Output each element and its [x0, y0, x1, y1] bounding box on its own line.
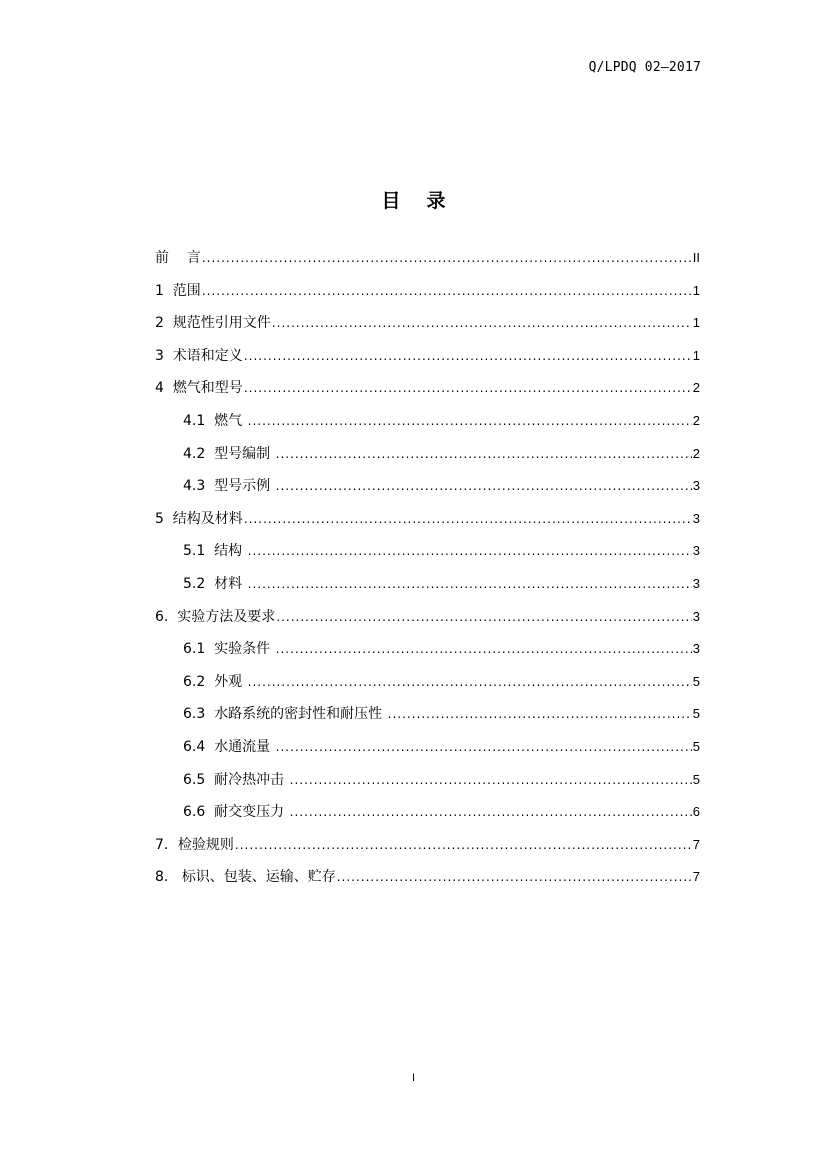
- toc-entry-label: 5 结构及材料: [155, 510, 243, 527]
- toc-entry[interactable]: [155, 280, 700, 313]
- toc-subentry[interactable]: [155, 475, 700, 508]
- page-number: I: [411, 1072, 416, 1084]
- toc-entry[interactable]: [155, 377, 700, 410]
- toc-entry-page: 2: [692, 445, 700, 461]
- toc-entry-label: 2 规范性引用文件: [155, 315, 271, 332]
- dot-leader: [276, 479, 692, 493]
- toc-subentry[interactable]: [155, 703, 700, 736]
- toc-entry-page: 5: [692, 738, 700, 754]
- toc-subentry[interactable]: [155, 410, 700, 443]
- toc-title: 目录: [381, 190, 472, 212]
- toc-entry-page: 3: [692, 641, 700, 657]
- dot-leader: [272, 316, 692, 330]
- dot-leader: [244, 512, 692, 526]
- toc-entry-label: 前 言: [155, 250, 201, 266]
- dot-leader: [244, 349, 692, 363]
- toc-entry-label: 6.1 实验条件: [183, 641, 275, 658]
- dot-leader: [290, 773, 692, 787]
- toc-entry-label: 7．检验规则: [155, 836, 234, 853]
- toc-entry[interactable]: [155, 508, 700, 541]
- toc-entry[interactable]: [155, 606, 700, 639]
- toc-entry-label: 5.1 结构: [183, 543, 247, 560]
- toc-entry[interactable]: [155, 312, 700, 345]
- toc-entry-page: 1: [692, 315, 700, 331]
- toc-entry-page: 3: [692, 608, 700, 624]
- dot-leader: [244, 381, 692, 395]
- toc-entry-label: 6.4 水通流量: [183, 738, 275, 755]
- dot-leader: [276, 740, 692, 754]
- toc-entry-page: 2: [692, 380, 700, 396]
- toc-entry-label: 4 燃气和型号: [155, 380, 243, 397]
- toc-entry-label: 4.1 燃气: [183, 412, 247, 429]
- toc-entry-page: 6: [692, 804, 700, 820]
- toc-entry-page: 5: [692, 771, 700, 787]
- dot-leader: [290, 805, 692, 819]
- toc-entry-label: 3 术语和定义: [155, 347, 243, 364]
- table-of-contents: [155, 247, 700, 899]
- toc-subentry[interactable]: [155, 573, 700, 606]
- toc-entry-page: 7: [692, 869, 700, 885]
- toc-entry-label: 4.2 型号编制: [183, 445, 275, 462]
- toc-entry-page: 2: [692, 412, 700, 428]
- toc-subentry[interactable]: [155, 638, 700, 671]
- toc-subentry[interactable]: [155, 801, 700, 834]
- dot-leader: [235, 838, 692, 852]
- toc-entry[interactable]: [155, 834, 700, 867]
- toc-entry-label: 6.5 耐冷热冲击: [183, 771, 289, 788]
- toc-subentry[interactable]: [155, 769, 700, 802]
- toc-entry-page: 3: [692, 543, 700, 559]
- toc-entry-label: 5.2 材料: [183, 575, 247, 592]
- dot-leader: [202, 284, 692, 298]
- toc-entry-page: 1: [692, 347, 700, 363]
- toc-entry[interactable]: [155, 345, 700, 378]
- dot-leader: [248, 544, 692, 558]
- toc-subentry[interactable]: [155, 540, 700, 573]
- dot-leader: [337, 870, 692, 884]
- toc-entry[interactable]: [155, 247, 700, 280]
- toc-entry-page: 7: [692, 836, 700, 852]
- toc-subentry[interactable]: [155, 671, 700, 704]
- dot-leader: [248, 414, 692, 428]
- toc-entry-page: II: [692, 250, 700, 265]
- dot-leader: [248, 577, 692, 591]
- dot-leader: [202, 251, 692, 265]
- toc-entry-page: 3: [692, 510, 700, 526]
- toc-entry-page: 3: [692, 478, 700, 494]
- toc-entry-page: 1: [692, 282, 700, 298]
- toc-entry[interactable]: [155, 866, 700, 899]
- toc-entry-label: 8. 标识、包装、运输、贮存: [155, 869, 336, 886]
- toc-entry-page: 5: [692, 706, 700, 722]
- toc-entry-page: 3: [692, 575, 700, 591]
- dot-leader: [276, 642, 692, 656]
- toc-entry-label: 4.3 型号示例: [183, 478, 275, 495]
- toc-entry-page: 5: [692, 673, 700, 689]
- document-code: Q/LPDQ 02—2017: [588, 60, 701, 75]
- toc-entry-label: 6.2 外观: [183, 673, 247, 690]
- dot-leader: [248, 675, 692, 689]
- dot-leader: [276, 447, 692, 461]
- toc-entry-label: 1 范围: [155, 282, 201, 299]
- toc-entry-label: 6. 实验方法及要求: [155, 608, 276, 625]
- toc-subentry[interactable]: [155, 443, 700, 476]
- toc-entry-label: 6.3 水路系统的密封性和耐压性: [183, 706, 387, 723]
- dot-leader: [388, 707, 692, 721]
- toc-entry-label: 6.6 耐交变压力: [183, 804, 289, 821]
- toc-subentry[interactable]: [155, 736, 700, 769]
- dot-leader: [276, 610, 692, 624]
